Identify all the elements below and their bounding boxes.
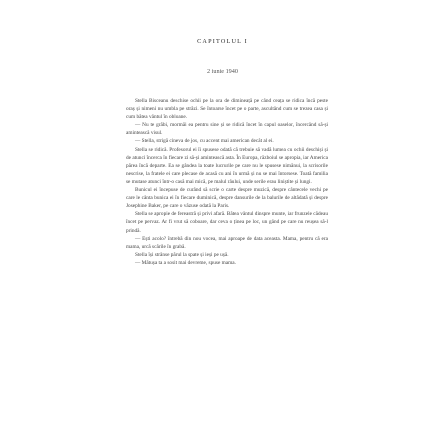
paragraph: Bunicul ei începuse de curând să scrie o carte despre muzică, despre cântecele vechi pe care le cânta bunica ei în fiecare duminică, despre dansurile de la balurile de altădată și despre Josephine Baker, pe care o văzuse odată la Paris.: [126, 187, 328, 210]
paragraph: — Mătușa ta a sosit mai devreme, spuse mama.: [135, 259, 236, 266]
paragraph: Stella își strânse părul la spate și ieși pe ușă.: [135, 251, 229, 258]
paragraph: — Stella, strigă cineva de jos, cu accent mai american decât al ei.: [135, 138, 274, 145]
paragraph: Stella se ridică. Profesorul ei îi spusese odată că trebuie să vadă lumea cu ochii deschiși și de atunci încerca în fiecare zi să-și amintească asta. În Europa, războiul se apropia, iar America părea încă departe. Ea se gândea la toate lucrurile pe care nu le spusese nimănui, la scrisorile nescrise, la fratele ei care plecase de acasă cu ani în urmă și nu se mai întorsese. Toată familia se mutase atunci într-o casă mai mică, pe malul râului, unde serile erau liniștite și lungi.: [126, 146, 328, 185]
chapter-date: 2 iunie 1940: [207, 68, 238, 75]
body-text: [126, 97, 328, 267]
chapter-heading: CAPITOLUL I: [197, 38, 248, 45]
paragraph: Stella Bisceanu deschise ochii pe la ora de dimineață pe când ceața se ridica încă peste oraș și nimeni nu umbla pe străzi. Se întoarse încet pe o parte, ascultând cum se trezea casa și cum bătea vântul în obloane.: [126, 98, 328, 121]
paragraph: Stella se apropie de fereastră și privi afară. Bătea vântul dinspre munte, iar frunzele cădeau încet pe pervaz. Ar fi vrut să coboare, dar ceva o ținea pe loc, un gând pe care nu reușea să-l prindă.: [126, 211, 328, 234]
paragraph: — Ești acolo? întrebă din nou vocea, mai aproape de data aceasta. Mama, pentru că era mama, urcă scările în grabă.: [126, 235, 328, 250]
paragraph: — Nu te grăbi, mormăi ea pentru sine și se ridică încet în capul oaselor, încercând să-și amintească visul.: [126, 122, 328, 137]
